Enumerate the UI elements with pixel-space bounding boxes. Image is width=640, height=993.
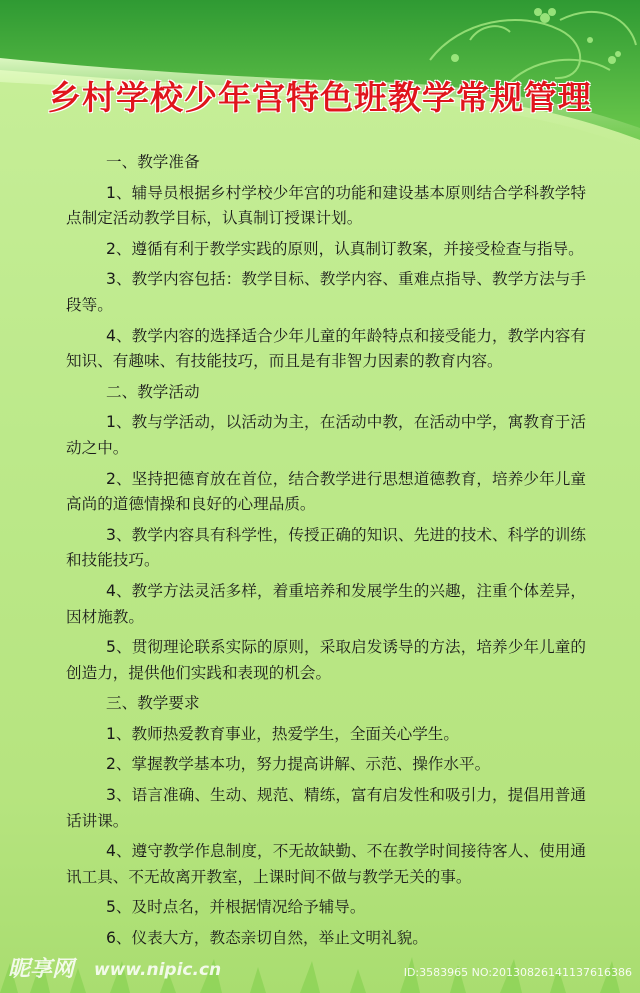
paragraph: 2、掌握教学基本功，努力提高讲解、示范、操作水平。	[106, 755, 491, 774]
section-heading: 一、教学准备	[106, 153, 200, 171]
watermark-url: www.nipic.cn	[94, 960, 222, 980]
paragraph: 6、仪表大方，教态亲切自然，举止文明礼貌。	[106, 929, 428, 948]
paragraph: 2、坚持把德育放在首位，结合教学进行思想道德教育，培养少年儿童高尚的道德情操和良好的心理品质。	[66, 469, 586, 514]
section-heading: 二、教学活动	[106, 382, 200, 401]
section-teaching-requirements	[66, 691, 586, 951]
paragraph: 3、语言准确、生动、规范、精练，富有启发性和吸引力，提倡用普通话讲课。	[66, 786, 586, 830]
paragraph: 4、遵守教学作息制度，不无故缺勤、不在教学时间接待客人、使用通讯工具、不无故离开教室，上课时间不做与教学无关的事。	[66, 842, 586, 886]
section-teaching-preparation	[66, 150, 586, 375]
watermark-logo: 昵享网	[8, 957, 75, 982]
paragraph: 2、遵循有利于教学实践的原则，认真制订教案，并接受检查与指导。	[106, 239, 584, 258]
paragraph: 1、教师热爱教育事业，热爱学生，全面关心学生。	[106, 724, 459, 743]
paragraph: 5、贯彻理论联系实际的原则，采取启发诱导的方法，培养少年儿童的创造力，提供他们实践和表现的机会。	[66, 638, 586, 682]
section-teaching-activities	[66, 380, 586, 687]
paragraph: 3、教学内容具有科学性，传授正确的知识、先进的技术、科学的训练和技能技巧。	[66, 525, 586, 570]
paragraph: 3、教学内容包括：教学目标、教学内容、重难点指导、教学方法与手段等。	[66, 270, 586, 314]
page-title: 乡村学校少年宫特色班教学常规管理	[48, 78, 592, 117]
paragraph: 5、及时点名，并根据情况给予辅导。	[106, 898, 366, 917]
paragraph: 1、辅导员根据乡村学校少年宫的功能和建设基本原则结合学科教学特点制定活动教学目标，认真制订授课计划。	[66, 183, 586, 228]
regulation-body	[66, 150, 586, 957]
section-heading: 三、教学要求	[106, 694, 200, 713]
paragraph: 4、教学方法灵活多样，着重培养和发展学生的兴趣，注重个体差异，因材施教。	[66, 581, 586, 626]
paragraph: 4、教学内容的选择适合少年儿童的年龄特点和接受能力，教学内容有知识、有趣味、有技能技巧，而且是有非智力因素的教育内容。	[66, 326, 586, 371]
watermark-id: ID:3583965 NO:20130826141137616386	[403, 966, 632, 979]
paragraph: 1、教与学活动，以活动为主，在活动中教，在活动中学，寓教育于活动之中。	[66, 413, 586, 457]
